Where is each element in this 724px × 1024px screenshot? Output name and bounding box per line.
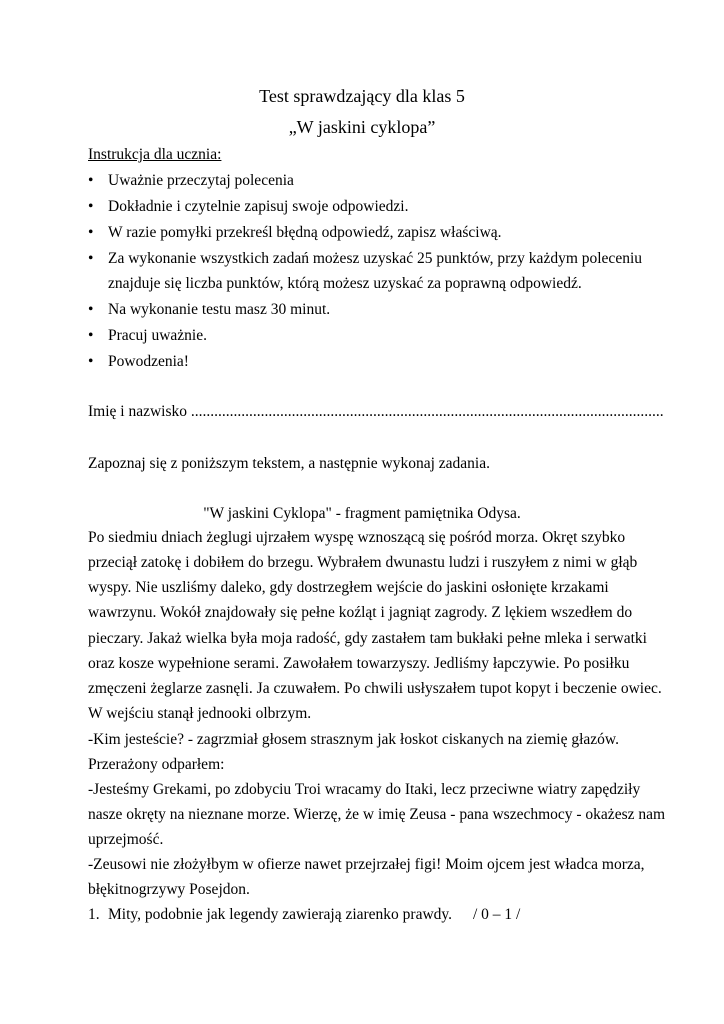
- bullet-icon: •: [88, 172, 94, 189]
- instruction-text: Za wykonanie wszystkich zadań możesz uzyskać 25 punktów, przy każdym poleceniu: [108, 250, 643, 267]
- passage-line: Po siedmiu dniach żeglugi ujrzałem wyspę wznoszącą się pośród morza. Okręt szybko: [88, 529, 626, 546]
- passage-line: -Zeusowi nie złożyłbym w ofierze nawet przejrzałej figi! Moim ojcem jest władca morza,: [88, 856, 645, 873]
- page-subtitle: „W jaskini cyklopa”: [288, 117, 436, 137]
- bullet-icon: •: [88, 250, 94, 267]
- question-points: / 0 – 1 /: [473, 906, 521, 923]
- instruction-text: Powodzenia!: [108, 353, 189, 370]
- passage-line: pieczary. Jakaż wielka była moja radość, gdy zastałem tam bukłaki pełne mleka i serwatki: [88, 630, 647, 647]
- passage-line: uprzejmość.: [88, 831, 164, 848]
- intro-text: Zapoznaj się z poniższym tekstem, a następnie wykonaj zadania.: [88, 455, 490, 472]
- passage-line: wyspy. Nie uszliśmy daleko, gdy dostrzegłem wejście do jaskini osłonięte krzakami: [88, 579, 609, 596]
- passage-line: oraz kosze wypełnione serami. Zawołałem towarzyszy. Jedliśmy łapczywie. Po posiłku: [88, 655, 630, 672]
- bullet-icon: •: [88, 301, 94, 318]
- instruction-text: Dokładnie i czytelnie zapisuj swoje odpowiedzi.: [108, 198, 409, 215]
- passage-line: -Jesteśmy Grekami, po zdobyciu Troi wracamy do Itaki, lecz przeciwne wiatry zapędziły: [88, 781, 641, 798]
- page-title: Test sprawdzający dla klas 5: [259, 86, 465, 106]
- passage-line: Przerażony odparłem:: [88, 756, 225, 773]
- passage-line: W wejściu stanął jednooki olbrzym.: [88, 705, 312, 722]
- bullet-icon: •: [88, 353, 94, 370]
- instruction-text: Na wykonanie testu masz 30 minut.: [108, 301, 331, 318]
- passage-line: nasze okręty na nieznane morze. Wierzę, że w imię Zeusa - pana wszechmocy - okażesz nam: [88, 806, 666, 823]
- instruction-text: Uważnie przeczytaj polecenia: [108, 172, 294, 189]
- instruction-text: znajduje się liczba punktów, którą możesz uzyskać za poprawną odpowiedź.: [108, 275, 582, 292]
- passage-line: przeciął zatokę i dobiłem do brzegu. Wybrałem dwunastu ludzi i ruszyłem z nimi w głąb: [88, 554, 638, 571]
- passage-line: zmęczeni żeglarze zasnęli. Ja czuwałem. Po chwili usłyszałem tupot kopyt i beczenie owiec.: [88, 680, 662, 697]
- instruction-text: W razie pomyłki przekreśl błędną odpowiedź, zapisz właściwą.: [108, 224, 502, 241]
- passage-line: błękitnogrzywy Posejdon.: [88, 881, 250, 898]
- passage-line: -Kim jesteście? - zagrzmiał głosem strasznym jak łoskot ciskanych na ziemię głazów.: [88, 731, 619, 748]
- question-text: Mity, podobnie jak legendy zawierają ziarenko prawdy.: [108, 906, 453, 923]
- passage-title: "W jaskini Cyklopa" - fragment pamiętnika Odysa.: [203, 505, 521, 522]
- bullet-icon: •: [88, 198, 94, 215]
- passage-line: wawrzynu. Wokół znajdowały się pełne koźląt i jagniąt zagrody. Z lękiem wszedłem do: [88, 604, 633, 621]
- instruction-text: Pracuj uważnie.: [108, 327, 207, 344]
- name-field[interactable]: Imię i nazwisko ..........................................................................................................................: [88, 403, 664, 420]
- question-number: 1.: [88, 906, 100, 923]
- bullet-icon: •: [88, 224, 94, 241]
- bullet-icon: •: [88, 327, 94, 344]
- instructions-heading: Instrukcja dla ucznia:: [88, 146, 222, 163]
